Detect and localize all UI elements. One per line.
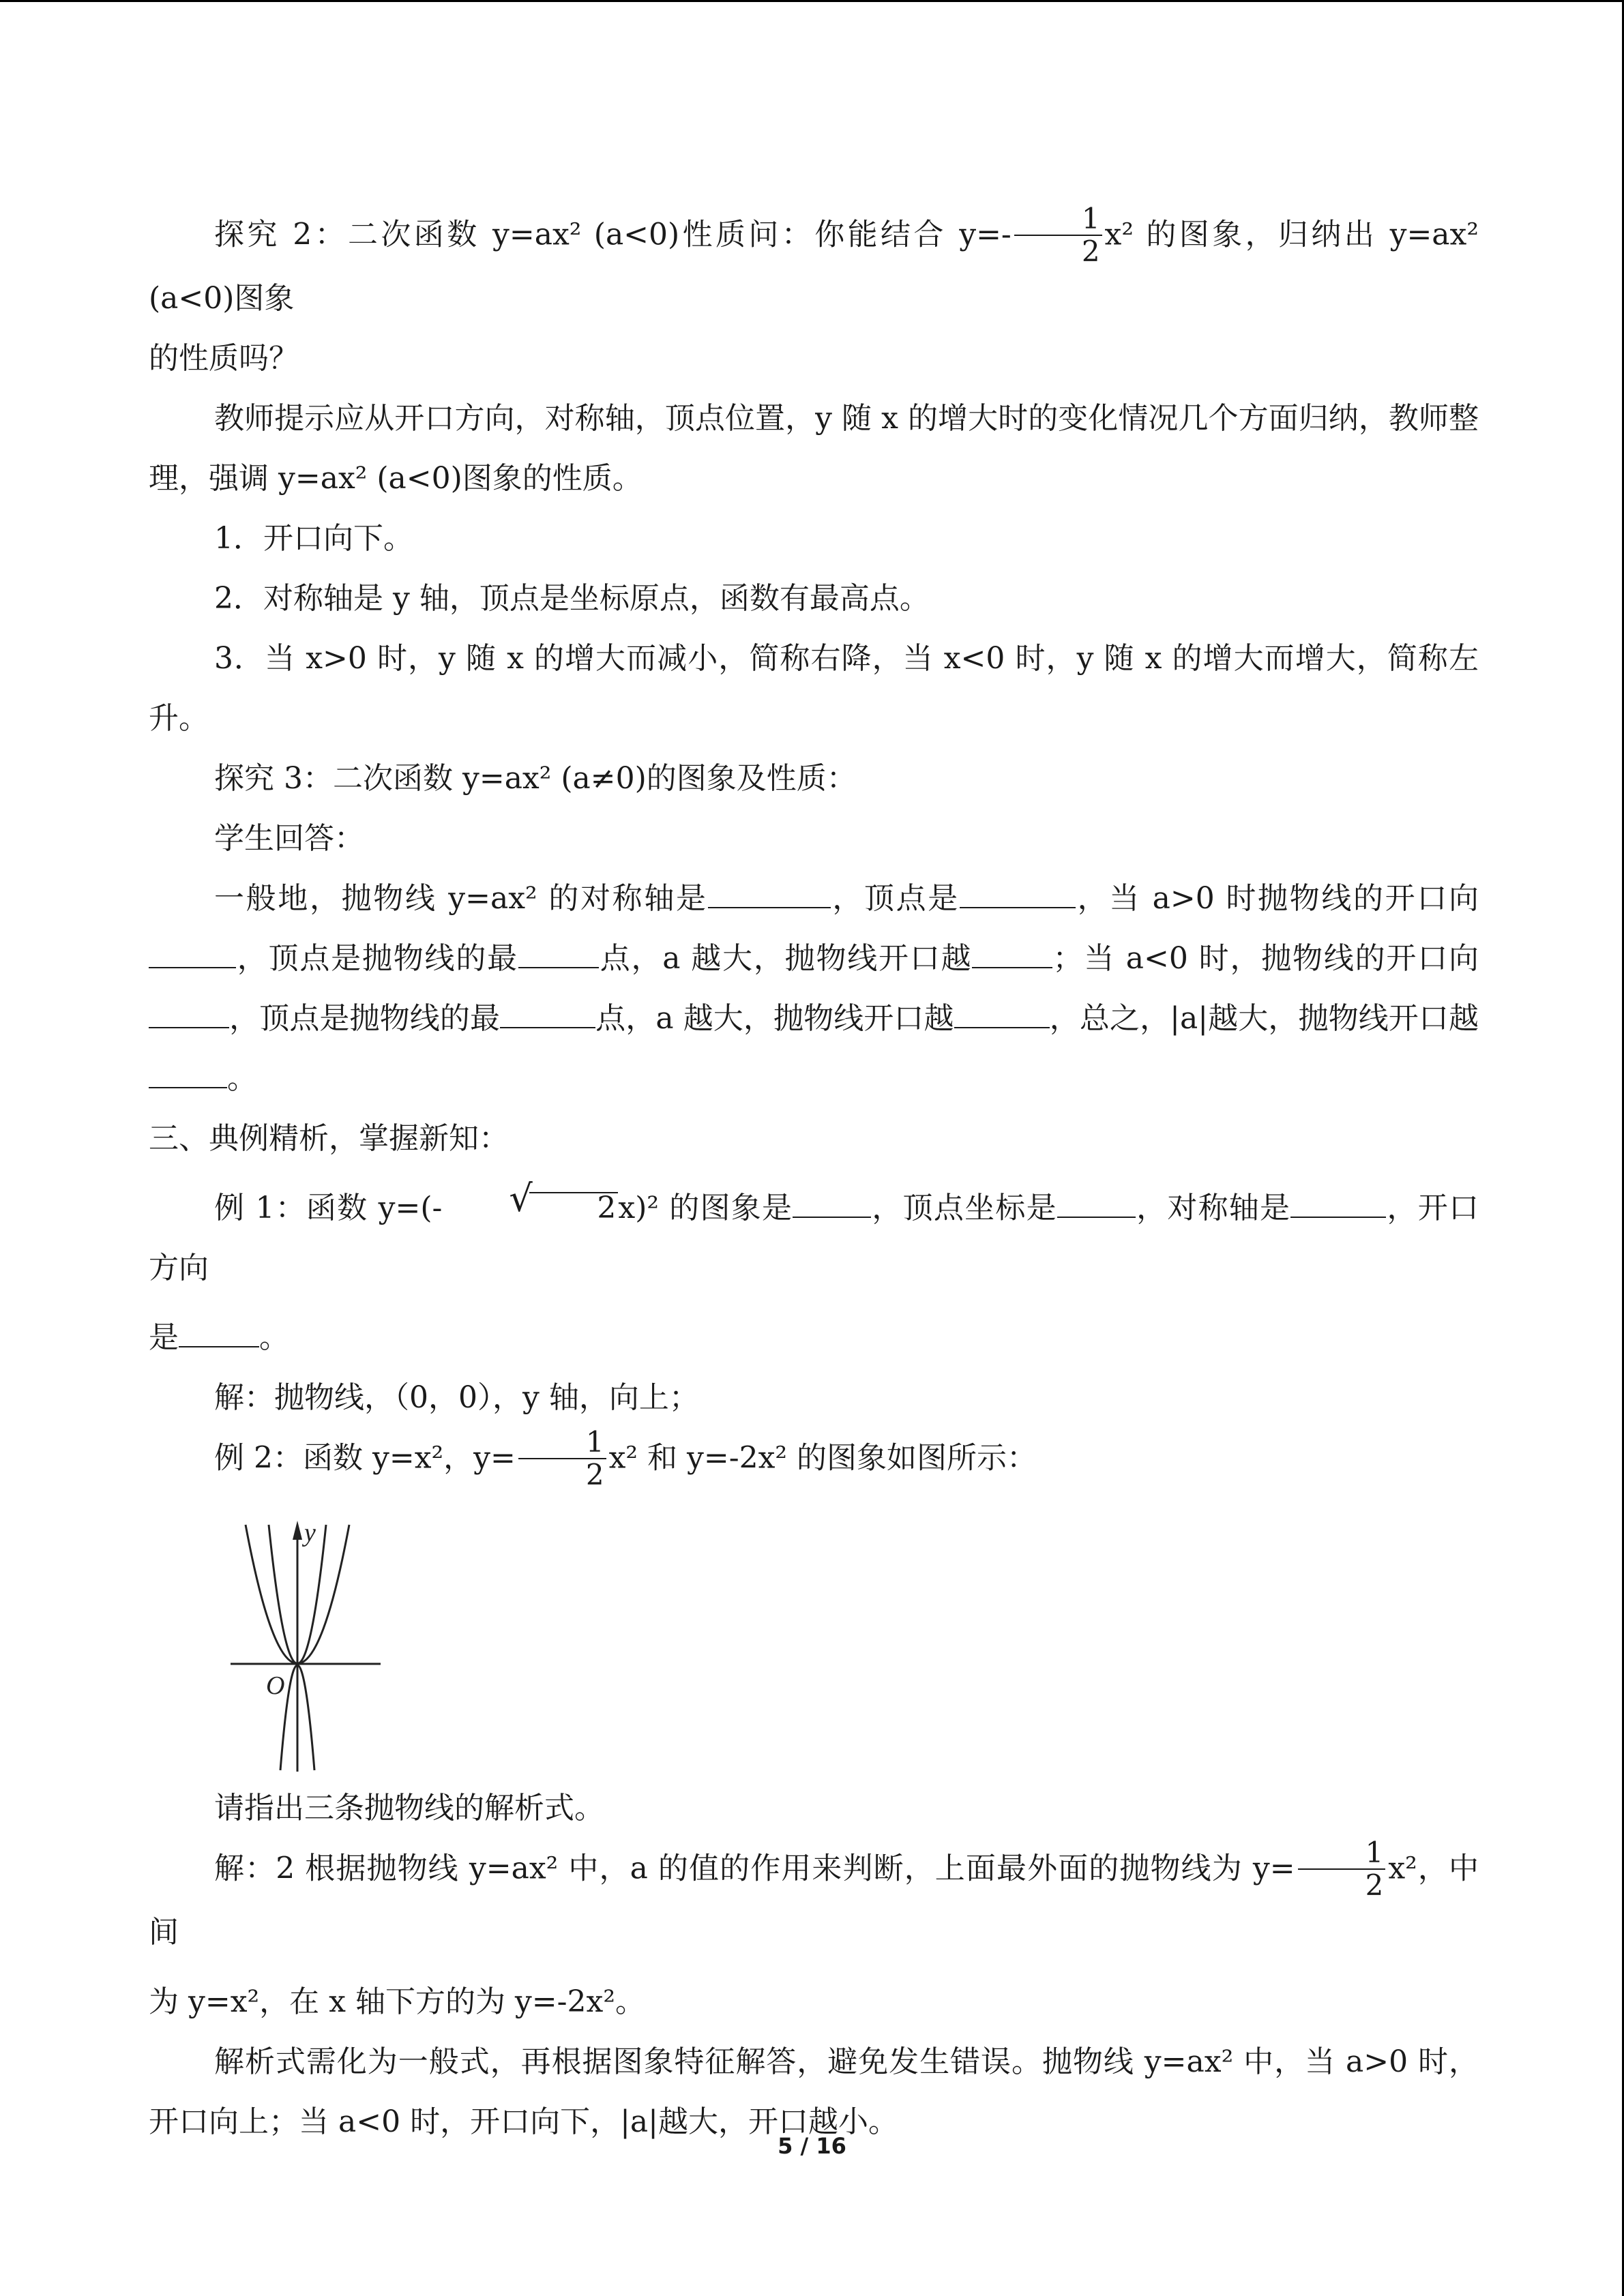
paragraph-explore-2 <box>149 202 1479 329</box>
list-item-1: 1．开口向下。 <box>214 521 413 556</box>
text: ，顶点坐标是 <box>871 1191 1057 1225</box>
page-number: 5 / 16 <box>778 2133 846 2159</box>
answer-blank <box>149 940 236 968</box>
answer-blank <box>972 940 1052 968</box>
fraction-one-half <box>1014 203 1102 267</box>
text: 点，a 越大，抛物线开口越 <box>598 941 973 976</box>
text: 。 <box>227 1061 257 1096</box>
text: x)² 的图象是 <box>618 1191 793 1225</box>
paragraph-fill-in <box>149 869 1479 1109</box>
answer-blank <box>954 1000 1050 1028</box>
document-body <box>149 202 1479 2152</box>
fraction-one-half <box>1298 1837 1386 1901</box>
fraction-denominator: 2 <box>1081 235 1100 268</box>
text: 解：2 根据抛物线 y=ax² 中，a 的值的作用来判断，上面最外面的抛物线为 y= <box>214 1851 1295 1886</box>
text: x² 和 y=-2x² 的图象如图所示： <box>608 1440 1037 1476</box>
text: ，对称轴是 <box>1135 1191 1291 1225</box>
text: ，顶点是抛物线的最 <box>229 1001 501 1036</box>
text: 探究 2：二次函数 y=ax² (a<0)性质问：你能结合 y=- <box>214 217 1012 252</box>
origin-label: O <box>266 1671 285 1700</box>
answer-blank <box>149 1060 227 1088</box>
text: 一般地，抛物线 y=ax² 的对称轴是 <box>214 881 708 916</box>
paragraph-student-answer: 学生回答： <box>214 821 364 856</box>
text: ，总之，|a|越大，抛物线开口越 <box>1049 1001 1479 1036</box>
paragraph-example-1-cont <box>149 1308 1479 1368</box>
paragraph-teacher-hint: 教师提示应从开口方向，对称轴，顶点位置，y 随 x 的增大时的变化情况几个方面归纳，教师整理，强调 y=ax² (a<0)图象的性质。 <box>149 401 1479 496</box>
text: 是 <box>149 1320 179 1355</box>
paragraph-solution-1: 解：抛物线，（0，0），y 轴，向上； <box>214 1380 699 1415</box>
fraction-numerator: 1 <box>1014 203 1102 236</box>
text: ，当 a>0 时抛物线的开口向 <box>1075 881 1479 916</box>
paragraph-summary: 解析式需化为一般式，再根据图象特征解答，避免发生错误。抛物线 y=ax² 中，当 a>0 时，开口向上；当 a<0 时，开口向下，|a|越大，开口越小。 <box>149 2044 1479 2139</box>
text: ，顶点是 <box>830 881 960 916</box>
y-axis-label: y <box>304 1519 316 1547</box>
text: ；当 a<0 时，抛物线的开口向 <box>1052 941 1479 976</box>
text: 点，a 越大，抛物线开口越 <box>595 1001 954 1036</box>
answer-blank <box>149 1000 229 1028</box>
text: 的性质吗？ <box>149 341 299 376</box>
arrow-up-icon <box>293 1521 302 1540</box>
list-item-3: 3．当 x>0 时，y 随 x 的增大而减小，简称右降，当 x<0 时，y 随 x 的增大而增大，简称左升。 <box>149 641 1479 736</box>
paragraph-example-2 <box>149 1425 1479 1492</box>
section-heading-examples: 三、典例精析，掌握新知： <box>149 1121 509 1156</box>
paragraph-question: 请指出三条抛物线的解析式。 <box>214 1791 604 1825</box>
answer-blank <box>960 880 1076 908</box>
answer-blank <box>179 1319 259 1347</box>
paragraph-solution-2 <box>149 1838 1479 1963</box>
answer-blank <box>708 880 831 908</box>
paragraph-explore-3: 探究 3：二次函数 y=ax² (a≠0)的图象及性质： <box>214 761 857 796</box>
text: x² 的图象，归纳出 y=ax² (a<0)图象 <box>149 217 1479 316</box>
sqrt-expression <box>443 1178 618 1238</box>
answer-blank <box>500 1000 595 1028</box>
fraction-one-half <box>518 1427 606 1491</box>
text: 。 <box>259 1320 289 1355</box>
answer-blank <box>1057 1189 1136 1218</box>
text: ，顶点是抛物线的最 <box>236 941 518 976</box>
list-item-2: 2．对称轴是 y 轴，顶点是坐标原点，函数有最高点。 <box>214 581 930 616</box>
radical-icon: √ <box>509 1177 533 1220</box>
text: ，开口方向 <box>149 1191 1479 1285</box>
paragraph-solution-2-cont: 为 y=x²，在 x 轴下方的为 y=-2x²。 <box>149 1984 645 2019</box>
fraction-denominator: 2 <box>585 1458 604 1491</box>
fraction-numerator: 1 <box>1298 1837 1386 1870</box>
answer-blank <box>518 940 599 968</box>
radicand: 2 <box>529 1192 618 1223</box>
answer-blank <box>1290 1189 1386 1218</box>
text: x²，中间 <box>149 1851 1479 1950</box>
parabola-graph <box>210 1492 387 1778</box>
paragraph-explore-2-cont <box>149 329 1479 389</box>
fraction-denominator: 2 <box>1365 1868 1384 1902</box>
answer-blank <box>793 1189 871 1218</box>
text: 例 1：函数 y=(- <box>214 1191 443 1225</box>
parabola-figure <box>210 1492 1479 1778</box>
text: 例 2：函数 y=x²，y= <box>214 1440 516 1476</box>
fraction-numerator: 1 <box>518 1427 606 1459</box>
paragraph-example-1 <box>149 1178 1479 1298</box>
